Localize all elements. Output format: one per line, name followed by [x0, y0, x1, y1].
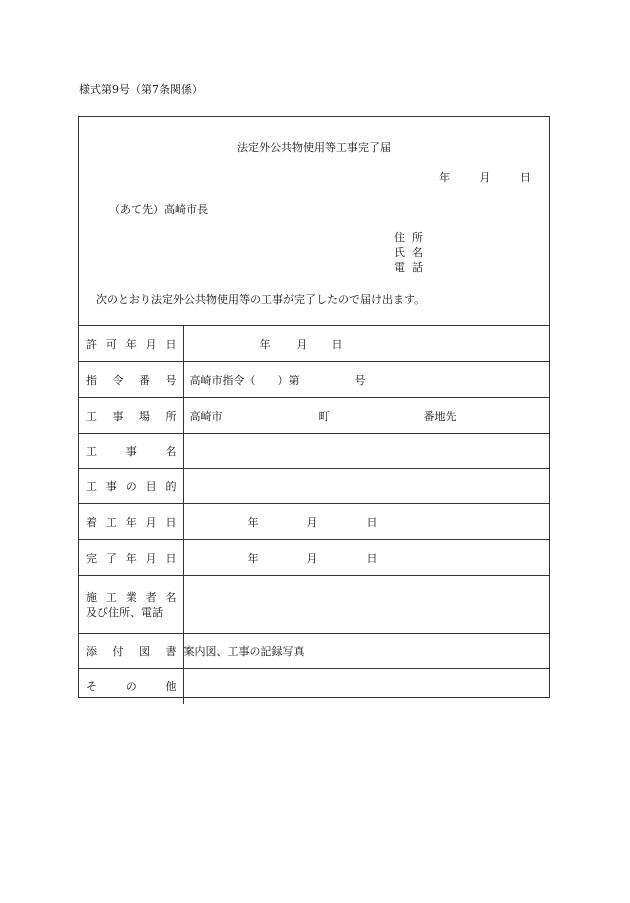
- label-char: 年: [125, 551, 137, 565]
- start-date-label: [79, 504, 183, 540]
- attachments-value: 案内図、工事の記録写真: [183, 634, 549, 669]
- row-start-date: [79, 504, 549, 540]
- label-char: の: [125, 480, 137, 493]
- start-day: 日: [366, 515, 378, 529]
- day-mark: 日: [520, 171, 531, 184]
- designation-no-label: [79, 362, 183, 398]
- label-char: 目: [145, 480, 157, 493]
- label-char: 場: [139, 409, 150, 423]
- month-mark: 月: [479, 171, 491, 184]
- work-site-field[interactable]: [183, 398, 549, 434]
- label-char: 月: [145, 551, 157, 565]
- permit-month: 月: [296, 337, 308, 351]
- work-name-label: [79, 434, 183, 469]
- label-char: 着: [86, 515, 97, 529]
- label-char: 図: [139, 645, 150, 658]
- label-char: 工: [86, 480, 97, 493]
- work-site-city: 高崎市: [189, 409, 223, 423]
- label-char: そ: [86, 680, 97, 694]
- addressee: （あて先）高崎市長: [109, 203, 208, 216]
- form-number: 様式第9号（第7条関係）: [79, 83, 203, 96]
- completion-month: 月: [306, 551, 318, 565]
- permit-year: 年: [259, 337, 271, 351]
- completion-date-field[interactable]: [183, 540, 549, 576]
- label-char: 日: [165, 515, 177, 529]
- label-char: 番: [139, 373, 150, 387]
- label-char: 事: [105, 480, 117, 493]
- label-char: 他: [165, 680, 177, 694]
- label-char: 年: [125, 337, 137, 351]
- label-char: 者: [145, 590, 157, 604]
- label-char: 所: [165, 409, 177, 423]
- work-purpose-label: [79, 469, 183, 504]
- label-char: 施: [86, 590, 97, 604]
- label-char: 名: [165, 445, 177, 458]
- permit-date-label: [79, 326, 183, 362]
- row-completion-date: [79, 540, 549, 576]
- label-text: [86, 478, 177, 494]
- applicant-address-label: 住所: [394, 231, 430, 244]
- label-char: 業: [125, 590, 137, 604]
- work-site-town: 町: [318, 409, 330, 423]
- row-work-site: [79, 398, 549, 434]
- label-char: 月: [145, 515, 157, 529]
- permit-day: 日: [331, 337, 343, 351]
- label-char: 工: [86, 445, 97, 458]
- label-char: 完: [86, 551, 97, 565]
- label-text: [86, 550, 177, 566]
- row-work-name: [79, 434, 549, 469]
- label-char: 的: [165, 480, 177, 493]
- row-designation-no: [79, 362, 549, 398]
- label-char: 名: [165, 590, 177, 604]
- work-name-field[interactable]: [183, 434, 549, 469]
- label-char: の: [125, 680, 137, 694]
- label-text: [86, 443, 177, 459]
- label-char: 工: [105, 515, 117, 529]
- label-char: 年: [125, 515, 137, 529]
- designation-no-field[interactable]: [183, 362, 549, 398]
- details-table: [79, 325, 549, 704]
- other-field[interactable]: [183, 669, 549, 704]
- start-year: 年: [247, 515, 259, 529]
- label-char: 付: [112, 645, 124, 658]
- label-char: 日: [165, 337, 177, 351]
- applicant-name-label: 氏名: [394, 246, 430, 259]
- applicant-block[interactable]: [394, 230, 430, 275]
- label-char: 号: [165, 373, 177, 387]
- applicant-phone-label: 電話: [394, 261, 430, 274]
- work-purpose-field[interactable]: [183, 469, 549, 504]
- label-char: 事: [112, 409, 124, 423]
- form-title: 法定外公共物使用等工事完了届: [237, 141, 391, 154]
- statement: 次のとおり法定外公共物使用等の工事が完了したので届け出ます。: [96, 293, 426, 306]
- label-char: 書: [165, 645, 177, 658]
- contractor-label: [79, 576, 183, 634]
- label-char: 事: [125, 445, 137, 458]
- designation-suffix: 号: [354, 373, 366, 387]
- contractor-field[interactable]: [183, 576, 549, 634]
- permit-date-field[interactable]: [183, 326, 549, 362]
- label-text: [86, 643, 177, 659]
- label-char: 日: [165, 551, 177, 565]
- completion-day: 日: [366, 551, 378, 565]
- row-other: [79, 669, 549, 704]
- year-mark: 年: [439, 171, 450, 184]
- label-char: 工: [105, 590, 117, 604]
- label-char: 添: [86, 645, 97, 658]
- work-site-label: [79, 398, 183, 434]
- label-text: [86, 514, 177, 530]
- start-date-field[interactable]: [183, 504, 549, 540]
- label-text: [86, 336, 177, 352]
- label-text: [86, 372, 177, 388]
- row-work-purpose: [79, 469, 549, 504]
- row-permit-date: [79, 326, 549, 362]
- label-char: 許: [86, 337, 97, 351]
- completion-year: 年: [247, 551, 259, 565]
- label-text: [86, 678, 177, 694]
- label-char: 工: [86, 409, 97, 423]
- completion-date-label: [79, 540, 183, 576]
- row-contractor: [79, 576, 549, 634]
- work-site-lot: 番地先: [423, 409, 457, 423]
- row-attachments: [79, 634, 549, 669]
- other-label: [79, 669, 183, 704]
- label-text: [86, 590, 177, 605]
- submission-date[interactable]: [413, 169, 531, 185]
- label-text: [86, 408, 177, 424]
- label-char: 了: [105, 551, 117, 565]
- label-char: 可: [105, 337, 117, 351]
- completion-report-form: [78, 116, 550, 698]
- label-char: 指: [86, 373, 97, 387]
- designation-prefix: 高崎市指令（ ）第: [189, 373, 300, 387]
- label-char: 月: [145, 337, 157, 351]
- contractor-label-line2: 及び住所、電話: [86, 605, 163, 619]
- label-char: 令: [112, 373, 124, 387]
- start-month: 月: [306, 515, 318, 529]
- attachments-label: [79, 634, 183, 669]
